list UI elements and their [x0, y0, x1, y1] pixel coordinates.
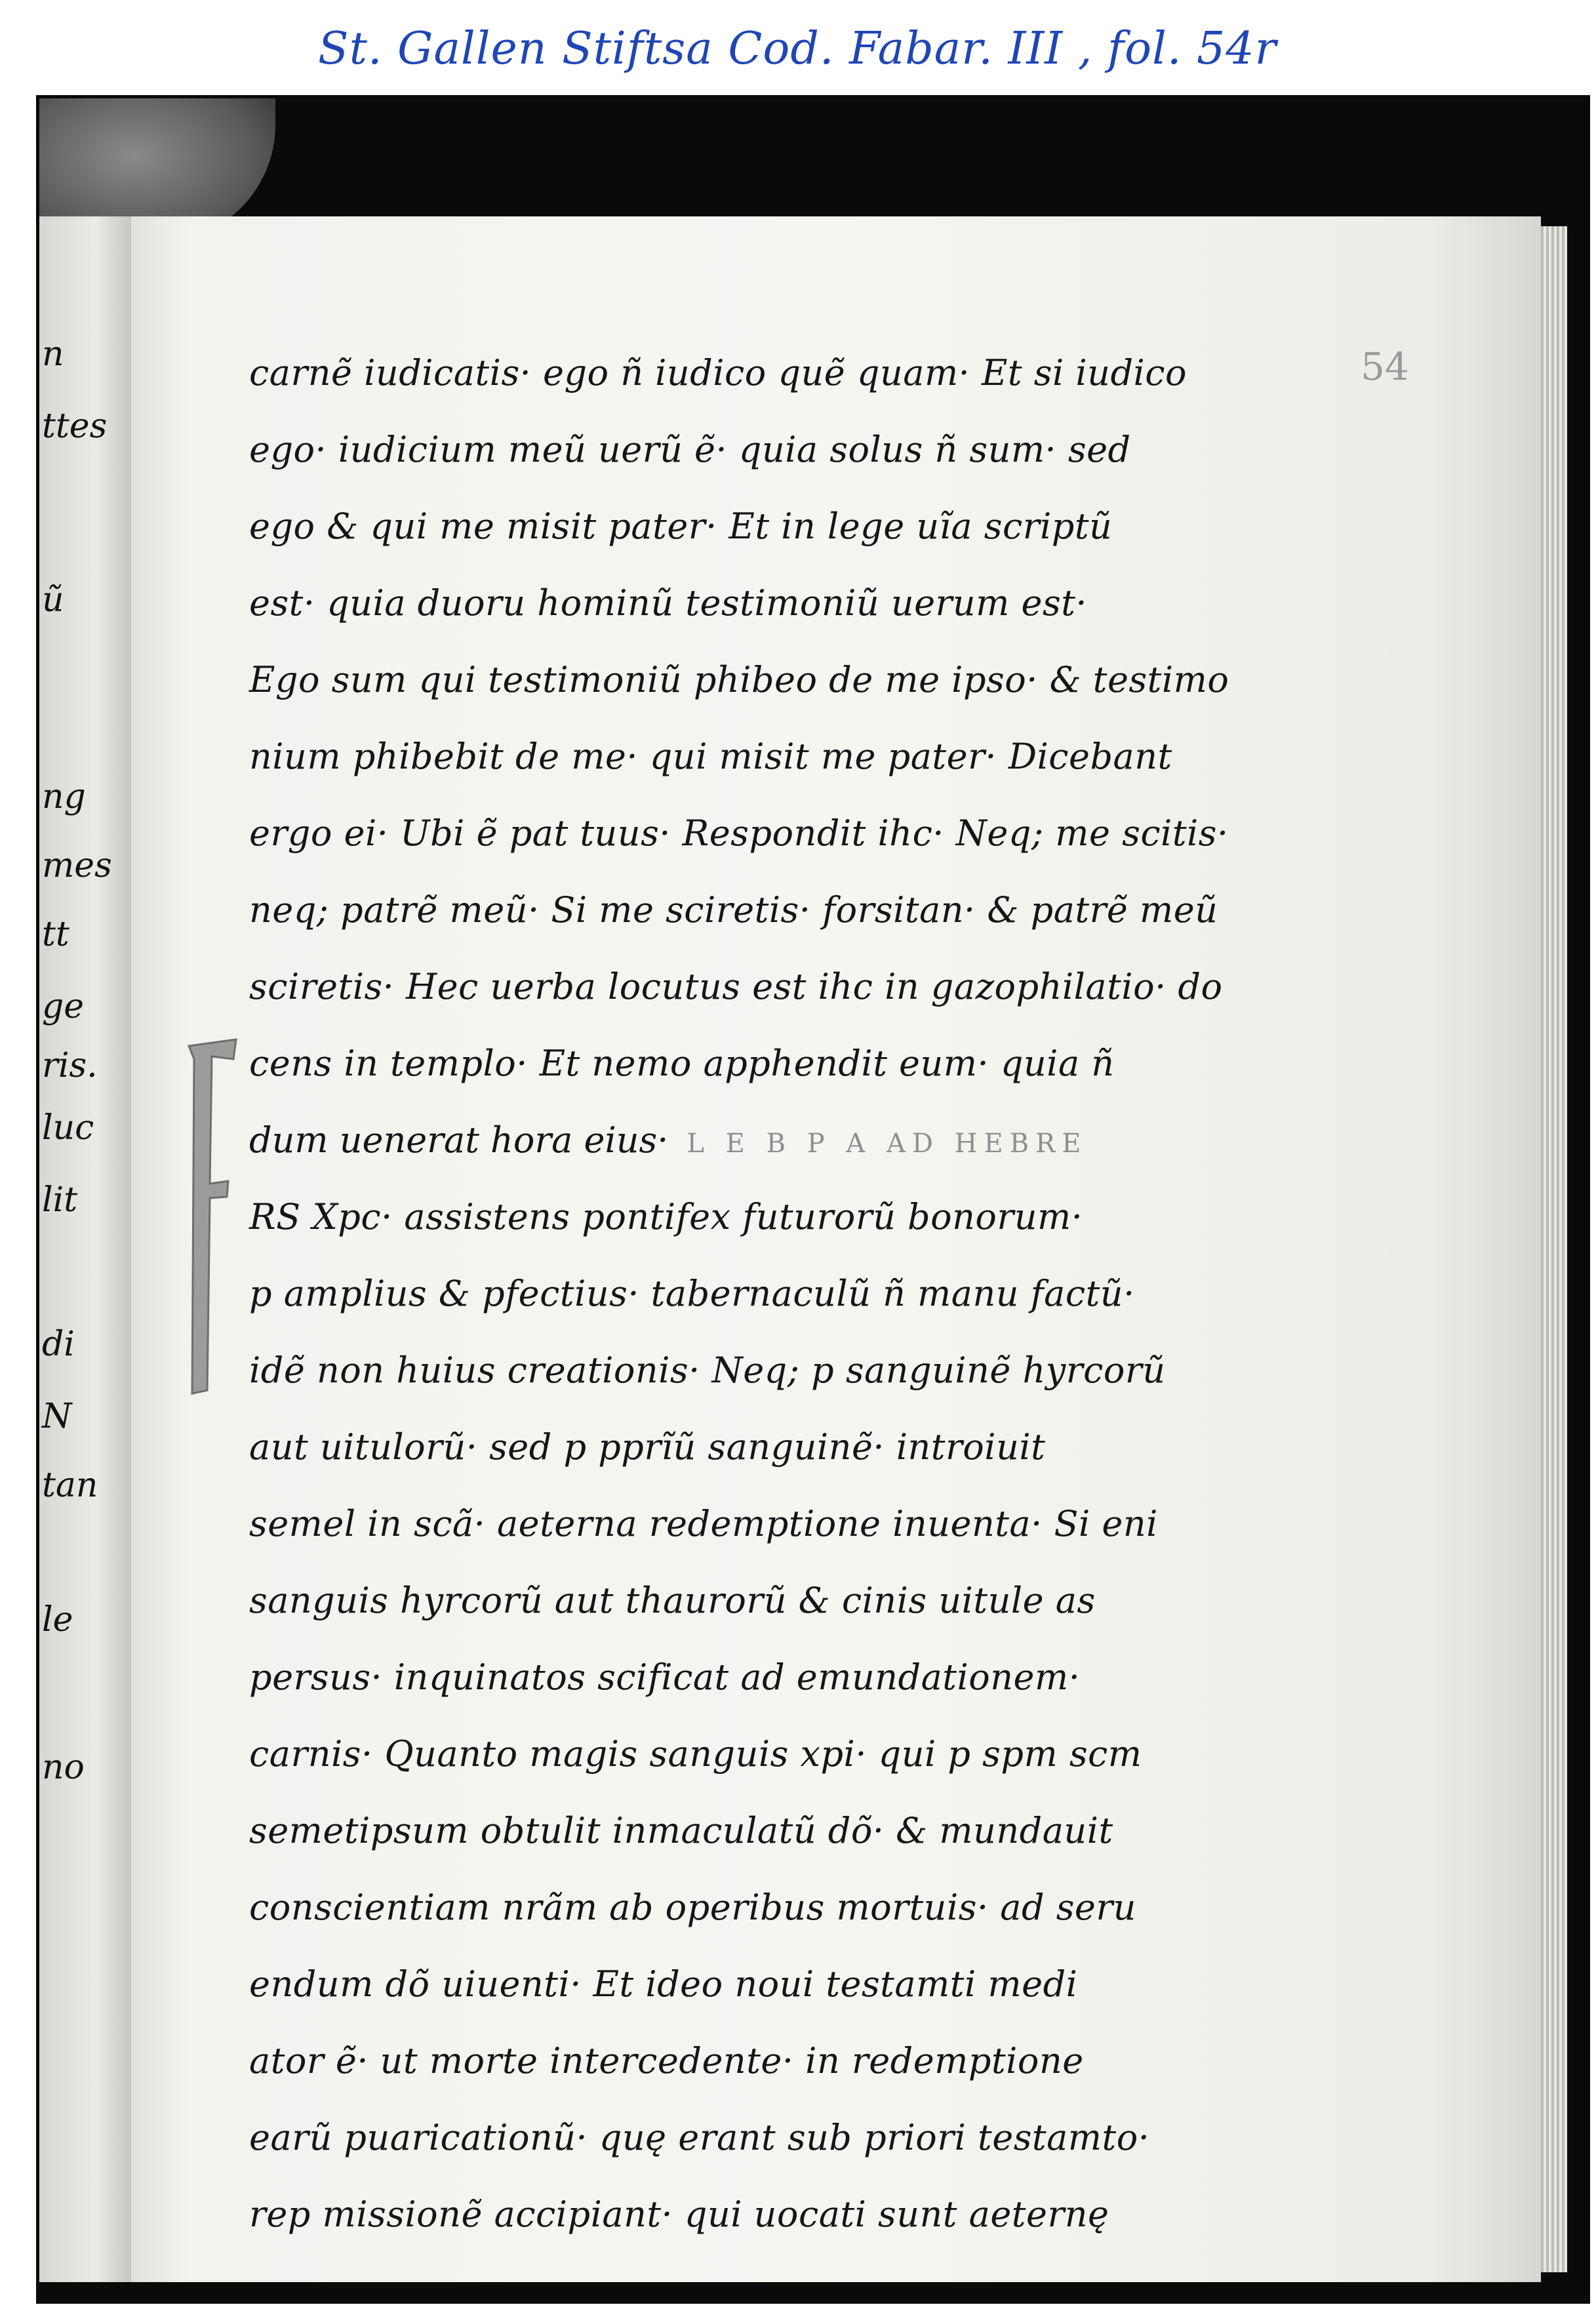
text-line: est· quia duoru hominũ testimoniũ uerum est·: [249, 582, 1088, 624]
text-line: cens in templo· Et nemo apphendit eum· quia ñ: [249, 1043, 1115, 1084]
left-fragment: ttes: [42, 407, 108, 446]
text-line: sanguis hyrcorũ aut thaurorũ & cinis uitule as: [249, 1580, 1096, 1621]
text-line: ego & qui me misit pater· Et in lege uĩa scriptũ: [249, 506, 1113, 547]
text-line: ego· iudicium meũ uerũ ẽ· quia solus ñ sum· sed: [249, 429, 1131, 470]
text-line: carnẽ iudicatis· ego ñ iudico quẽ quam· Et si iudico: [249, 352, 1187, 393]
caption-text: St. Gallen Stiftsa Cod. Fabar. III , fol. 54r: [318, 23, 1277, 75]
text-line: RS Xpc· assistens pontifex futurorũ bonorum·: [249, 1196, 1083, 1237]
folio-number: 54: [1361, 344, 1409, 389]
text-line-content: dum uenerat hora eius·: [249, 1119, 669, 1161]
left-fragment: mes: [42, 846, 112, 885]
text-line: ergo ei· Ubi ẽ pat tuus· Respondit ihc· Neq; me scitis·: [249, 813, 1229, 854]
left-fragment: no: [42, 1748, 85, 1787]
page-edges: [1541, 226, 1567, 2272]
text-line: rep missionẽ accipiant· qui uocati sunt aeternę: [249, 2194, 1109, 2235]
text-line: p amplius & pfectius· tabernaculũ ñ manu factũ·: [249, 1273, 1135, 1314]
text-line: Ego sum qui testimoniũ phibeo de me ipso· & testimo: [249, 659, 1229, 700]
text-line: persus· inquinatos scificat ad emundationem·: [249, 1656, 1081, 1698]
text-line: aut uitulorũ· sed p pprĩũ sanguinẽ· introiuit: [249, 1426, 1046, 1468]
rubric-heading: L E B P A AD HEBRE: [687, 1129, 1088, 1159]
text-line: conscientiam nrãm ab operibus mortuis· ad seru: [249, 1887, 1136, 1928]
text-line: neq; patrẽ meũ· Si me sciretis· forsitan· & patrẽ meũ: [249, 889, 1218, 931]
left-fragment: luc: [42, 1108, 94, 1148]
text-line: idẽ non huius creationis· Neq; p sanguinẽ hyrcorũ: [249, 1350, 1166, 1391]
left-page-margin: [39, 216, 131, 2282]
left-fragment: ng: [42, 777, 86, 816]
left-fragment: tt: [42, 915, 70, 954]
text-line: endum dõ uiuenti· Et ideo noui testamti medi: [249, 1963, 1078, 2005]
left-fragment: ge: [42, 987, 85, 1026]
left-fragment: ũ: [42, 580, 64, 620]
left-fragment: di: [42, 1325, 75, 1364]
left-fragment: le: [42, 1600, 73, 1639]
text-line: ator ẽ· ut morte intercedente· in redemptione: [249, 2040, 1084, 2081]
text-line-with-rubric: [249, 1102, 1311, 1178]
left-fragment: lit: [42, 1180, 78, 1220]
manuscript-text: [249, 334, 1311, 2253]
left-fragment: tan: [42, 1466, 98, 1505]
decorated-initial: [176, 1033, 241, 1400]
text-line: earũ puaricationũ· quę erant sub priori testamto·: [249, 2117, 1150, 2158]
archive-caption: [0, 0, 1596, 95]
left-fragment: n: [42, 334, 64, 374]
text-line: carnis· Quanto magis sanguis xpi· qui p spm scm: [249, 1733, 1142, 1775]
left-fragment: N: [42, 1397, 72, 1436]
text-line: semel in scã· aeterna redemptione inuenta· Si eni: [249, 1503, 1158, 1544]
text-line: nium phibebit de me· qui misit me pater· Dicebant: [249, 736, 1172, 777]
text-line: sciretis· Hec uerba locutus est ihc in gazophilatio· do: [249, 966, 1223, 1007]
text-line: semetipsum obtulit inmaculatũ dõ· & mundauit: [249, 1810, 1113, 1851]
left-fragment: ris.: [42, 1046, 98, 1085]
